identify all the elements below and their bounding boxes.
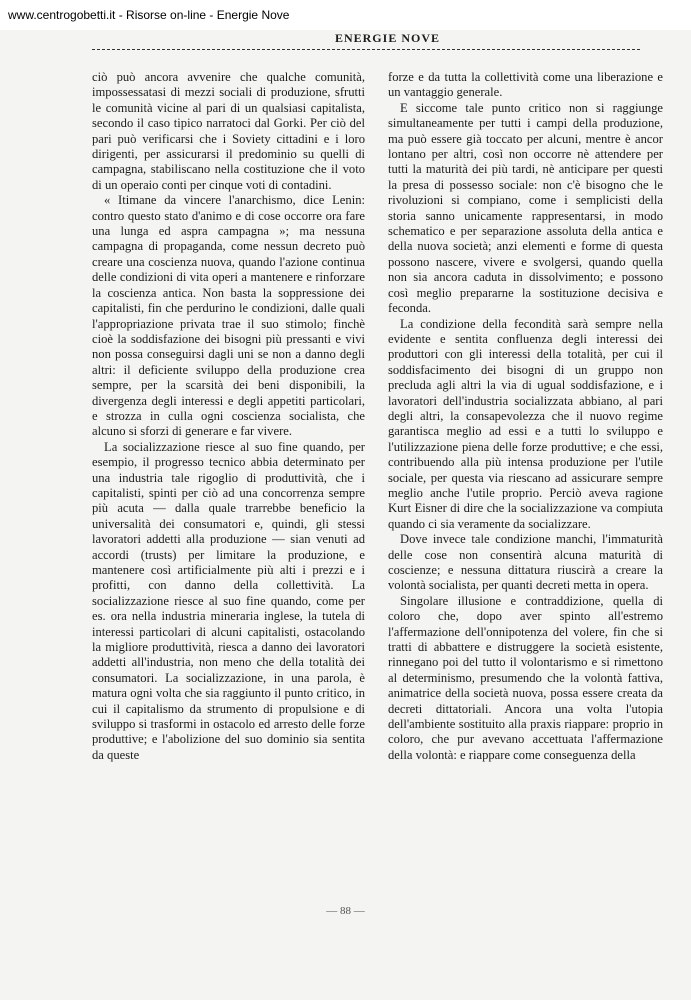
page-number: — 88 — <box>326 905 365 917</box>
paragraph: E siccome tale punto critico non si raggiunge simultaneamente per tutti i campi della produzione, ma può essere già toccato per alcuni, mentre è ancor lontano per altri, così non occorre nè attendere per tutti la maturità dei più tardi, nè anticipare per questi la presa di possesso sociale: non c'è bisogno che le rivoluzioni si compiano, come i semplicisti della storia sanno unicamente rappresentarsi, in modo schematico e per separazione assoluta della antica e della nuova società; anzi elementi e forme di questa possono nascere, vivere e svolgersi, quando quella non sia ancora caduta in dissolvimento; e possono così meglio prepararne la sostituzione decisiva e feconda. <box>388 100 663 316</box>
source-bar <box>0 0 691 30</box>
header-rule <box>92 49 640 50</box>
paragraph: ciò può ancora avvenire che qualche comunità, impossessatasi di mezzi sociali di produzione, sfrutti le comunità vicine al pari di un qualsiasi capitalista, secondo il caso tipico narratoci dal Gorki. Per ciò del pari può verificarsi che i Soviety cittadini e i loro dirigenti, per assicurarsi il predominio su quelli di campagna, stabiliscano nella costituzione che il voto di un operaio conti per cinque voti di contadini. <box>92 70 365 192</box>
paragraph: Dove invece tale condizione manchi, l'immaturità delle cose non consentirà alcuna maturità di coscienze; e nessuna dittatura riuscirà a creare la volontà socialista, per quanti decreti metta in opera. <box>388 532 663 593</box>
paragraph: « Itimane da vincere l'anarchismo, dice Lenin: contro questo stato d'animo e di cose occorre ora fare una lunga ed aspra campagna »; ma nessuna campagna di propaganda, come nessun decreto può creare una coscienza nuova, quando l'azione continua delle condizioni di vita operi a mantenere e rinforzare la coscienza antica. Non basta la soppressione dei capitalisti, fin che perdurino le condizioni, dalle quali l'appropriazione privata trae il suo stimolo; finchè cioè la soddisfazione dei bisogni più pressanti e vivi non possa conseguirsi dagli uni se non a danno degli altri: il deficiente sviluppo della produzione crea sempre, per la scarsità dei beni disponibili, la divergenza degli interessi e degli appetiti particolari, e strozza in culla ogni coscienza socialista, che alcuno si sforzi di generare e far vivere. <box>92 193 365 439</box>
running-head: ENERGIE NOVE <box>334 31 440 45</box>
right-column <box>388 70 663 763</box>
paragraph: La socializzazione riesce al suo fine quando, per esempio, il progresso tecnico abbia determinato per una industria tale rigoglio di produttività, che i capitalisti, spinti per ciò ad una concorrenza sempre più acuta — dalla quale trarrebbe beneficio la universalità dei consumatori e, quindi, gli stessi lavoratori addetti alla produzione — sian venuti ad accordi (trusts) per limitare la produzione, e mantenere così artificialmente più alti i prezzi e i profitti, con danno della collettività. La socializzazione riesce al suo fine quando, come per es. ora nella industria mineraria inglese, la tutela di interessi particolari di alcuni capitalisti, ostacolando la migliore produttività, riesca a danno dei lavoratori addetti all'industria, non meno che della totalità dei consumatori. La socializzazione, in una parola, è matura ogni volta che sia raggiunto il punto critico, in cui il capitalismo da strumento di propulsione e di sviluppo si trasformi in ostacolo ed arresto delle forze produttive; e l'abolizione del suo dominio sia sentita da queste <box>92 439 365 762</box>
page-header <box>92 29 640 51</box>
paragraph: Singolare illusione e contraddizione, quella di coloro che, dopo aver spinto all'estremo l'affermazione dell'onnipotenza del volere, fin che si tratti di abbattere e distruggere la società esistente, rinnegano poi del tutto il volontarismo e si rimettono al determinismo, presumendo che la volontà fattiva, animatrice della società nuova, possa essere creata da decreti dittatoriali. Ancora una volta l'utopia dell'ambiente sostituito alla praxis riappare: proprio in coloro, che pur avevano accettuata l'affermazione della volontà: e riappare come conseguenza della <box>388 593 663 762</box>
paragraph: La condizione della fecondità sarà sempre nella evidente e sentita confluenza degli interessi dei produttori con gli interessi della totalità, per cui il soddisfacimento dei bisogni di un gruppo non precluda agli altri la via di ugual soddisfazione, e i lavoratori dell'industria socializzata abbiano, al pari degli altri, la consapevolezza che il nuovo regime garantisca meglio ad essi e a tutti lo sviluppo e l'utilizzazione piena delle forze produttive; e che essi, contribuendo alla più intensa produzione per l'utile sociale, per questa via riescano ad assicurare sempre meglio anche l'utile proprio. Perciò aveva ragione Kurt Eisner di dire che la socializzazione va compiuta quando ci sia veramente da socializzare. <box>388 316 663 531</box>
source-bar-text: www.centrogobetti.it - Risorse on-line - Energie Nove <box>8 8 290 22</box>
paragraph: forze e da tutta la collettività come una liberazione e un vantaggio generale. <box>388 70 663 100</box>
left-column <box>92 70 365 763</box>
